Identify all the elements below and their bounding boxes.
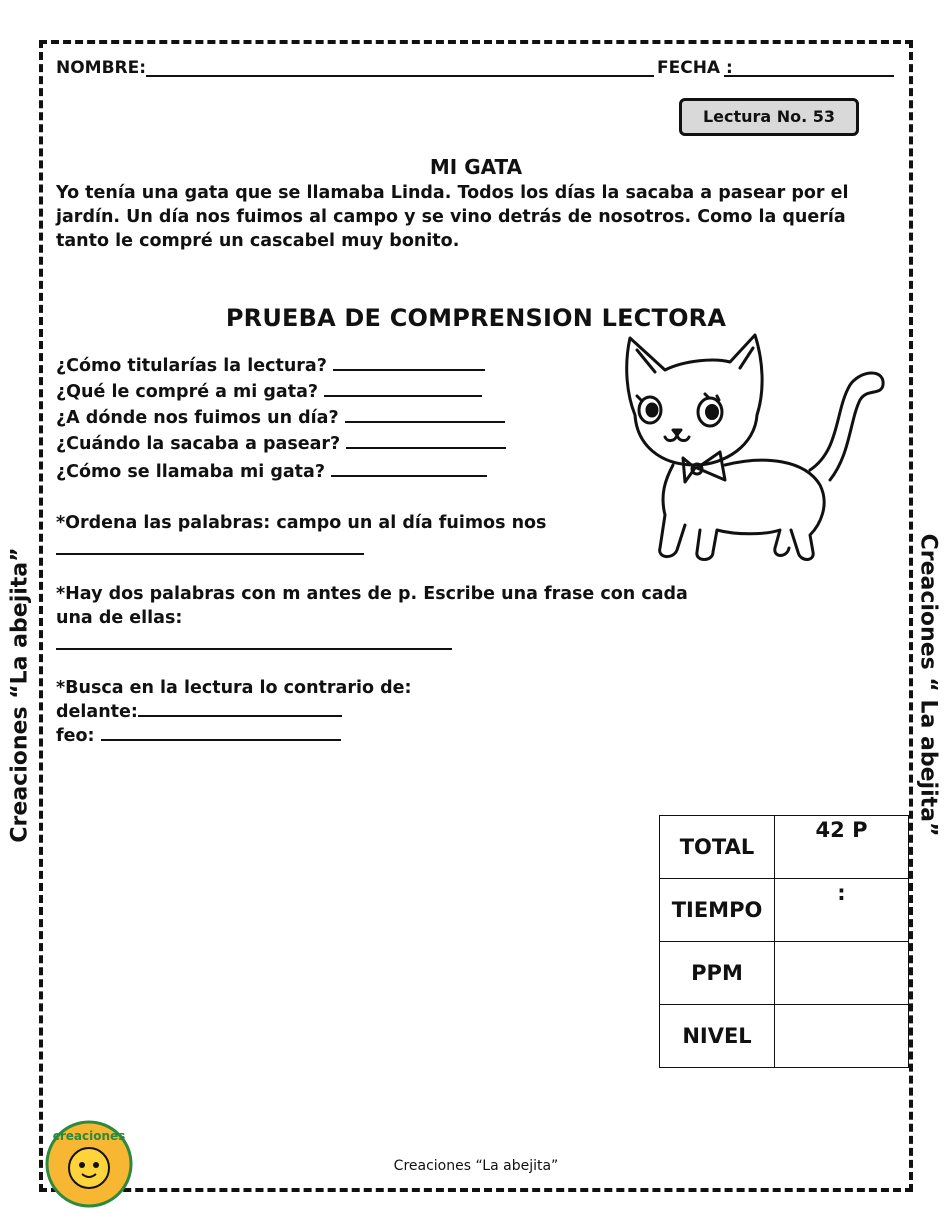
- answer-line[interactable]: [346, 435, 506, 449]
- score-row-ppm: [660, 942, 909, 1005]
- opposite-feo: feo:: [56, 726, 341, 746]
- score-value[interactable]: :: [775, 879, 909, 942]
- order-words-instruction: *Ordena las palabras: campo un al día fuimos nos: [56, 513, 547, 533]
- question-3: ¿A dónde nos fuimos un día?: [56, 408, 505, 428]
- m-before-p-instruction-2: una de ellas:: [56, 608, 183, 628]
- score-row-total: [660, 816, 909, 879]
- opposite-delante: delante:: [56, 702, 342, 722]
- score-label: TOTAL: [660, 816, 775, 879]
- score-value[interactable]: [775, 1005, 909, 1068]
- name-field[interactable]: [146, 75, 654, 77]
- answer-line[interactable]: [333, 357, 485, 371]
- score-value[interactable]: 42 P: [775, 816, 909, 879]
- story-title: MI GATA: [429, 155, 523, 179]
- question-1: ¿Cómo titularías la lectura?: [56, 356, 485, 376]
- score-row-tiempo: [660, 879, 909, 942]
- score-table: [659, 815, 909, 1068]
- answer-line[interactable]: [101, 727, 341, 741]
- opposites-instruction: *Busca en la lectura lo contrario de:: [56, 678, 412, 698]
- answer-line[interactable]: [324, 383, 482, 397]
- date-field[interactable]: [724, 75, 894, 77]
- score-label: TIEMPO: [660, 879, 775, 942]
- answer-line[interactable]: [345, 409, 505, 423]
- score-label: NIVEL: [660, 1005, 775, 1068]
- order-words-answer-line[interactable]: [56, 553, 364, 555]
- answer-line[interactable]: [138, 703, 342, 717]
- name-label: NOMBRE:: [56, 58, 147, 78]
- side-credit-right: Creaciones “ La abejita”: [915, 533, 941, 837]
- question-5: ¿Cómo se llamaba mi gata?: [56, 462, 487, 482]
- m-before-p-answer-line[interactable]: [56, 648, 452, 650]
- score-value[interactable]: [775, 942, 909, 1005]
- side-credit-left: Creaciones “La abejita”: [7, 547, 33, 843]
- cat-illustration: [605, 330, 890, 570]
- m-before-p-instruction-1: *Hay dos palabras con m antes de p. Escribe una frase con cada: [56, 584, 688, 604]
- footer-credit: Creaciones “La abejita”: [393, 1158, 559, 1174]
- story-text: Yo tenía una gata que se llamaba Linda. Todos los días la sacaba a pasear por el jardín. Un día nos fuimos al campo y se vino detrás de nosotros. Como la quería tanto le compré un cascabel muy bonito.: [56, 183, 849, 251]
- answer-line[interactable]: [331, 463, 487, 477]
- test-title: PRUEBA DE COMPRENSION LECTORA: [225, 304, 727, 332]
- question-4: ¿Cuándo la sacaba a pasear?: [56, 434, 506, 454]
- logo-text: creaciones: [52, 1129, 126, 1143]
- reading-number-badge: Lectura No. 53: [679, 98, 859, 136]
- score-label: PPM: [660, 942, 775, 1005]
- score-row-nivel: [660, 1005, 909, 1068]
- date-label: FECHA :: [657, 58, 733, 78]
- question-2: ¿Qué le compré a mi gata?: [56, 382, 482, 402]
